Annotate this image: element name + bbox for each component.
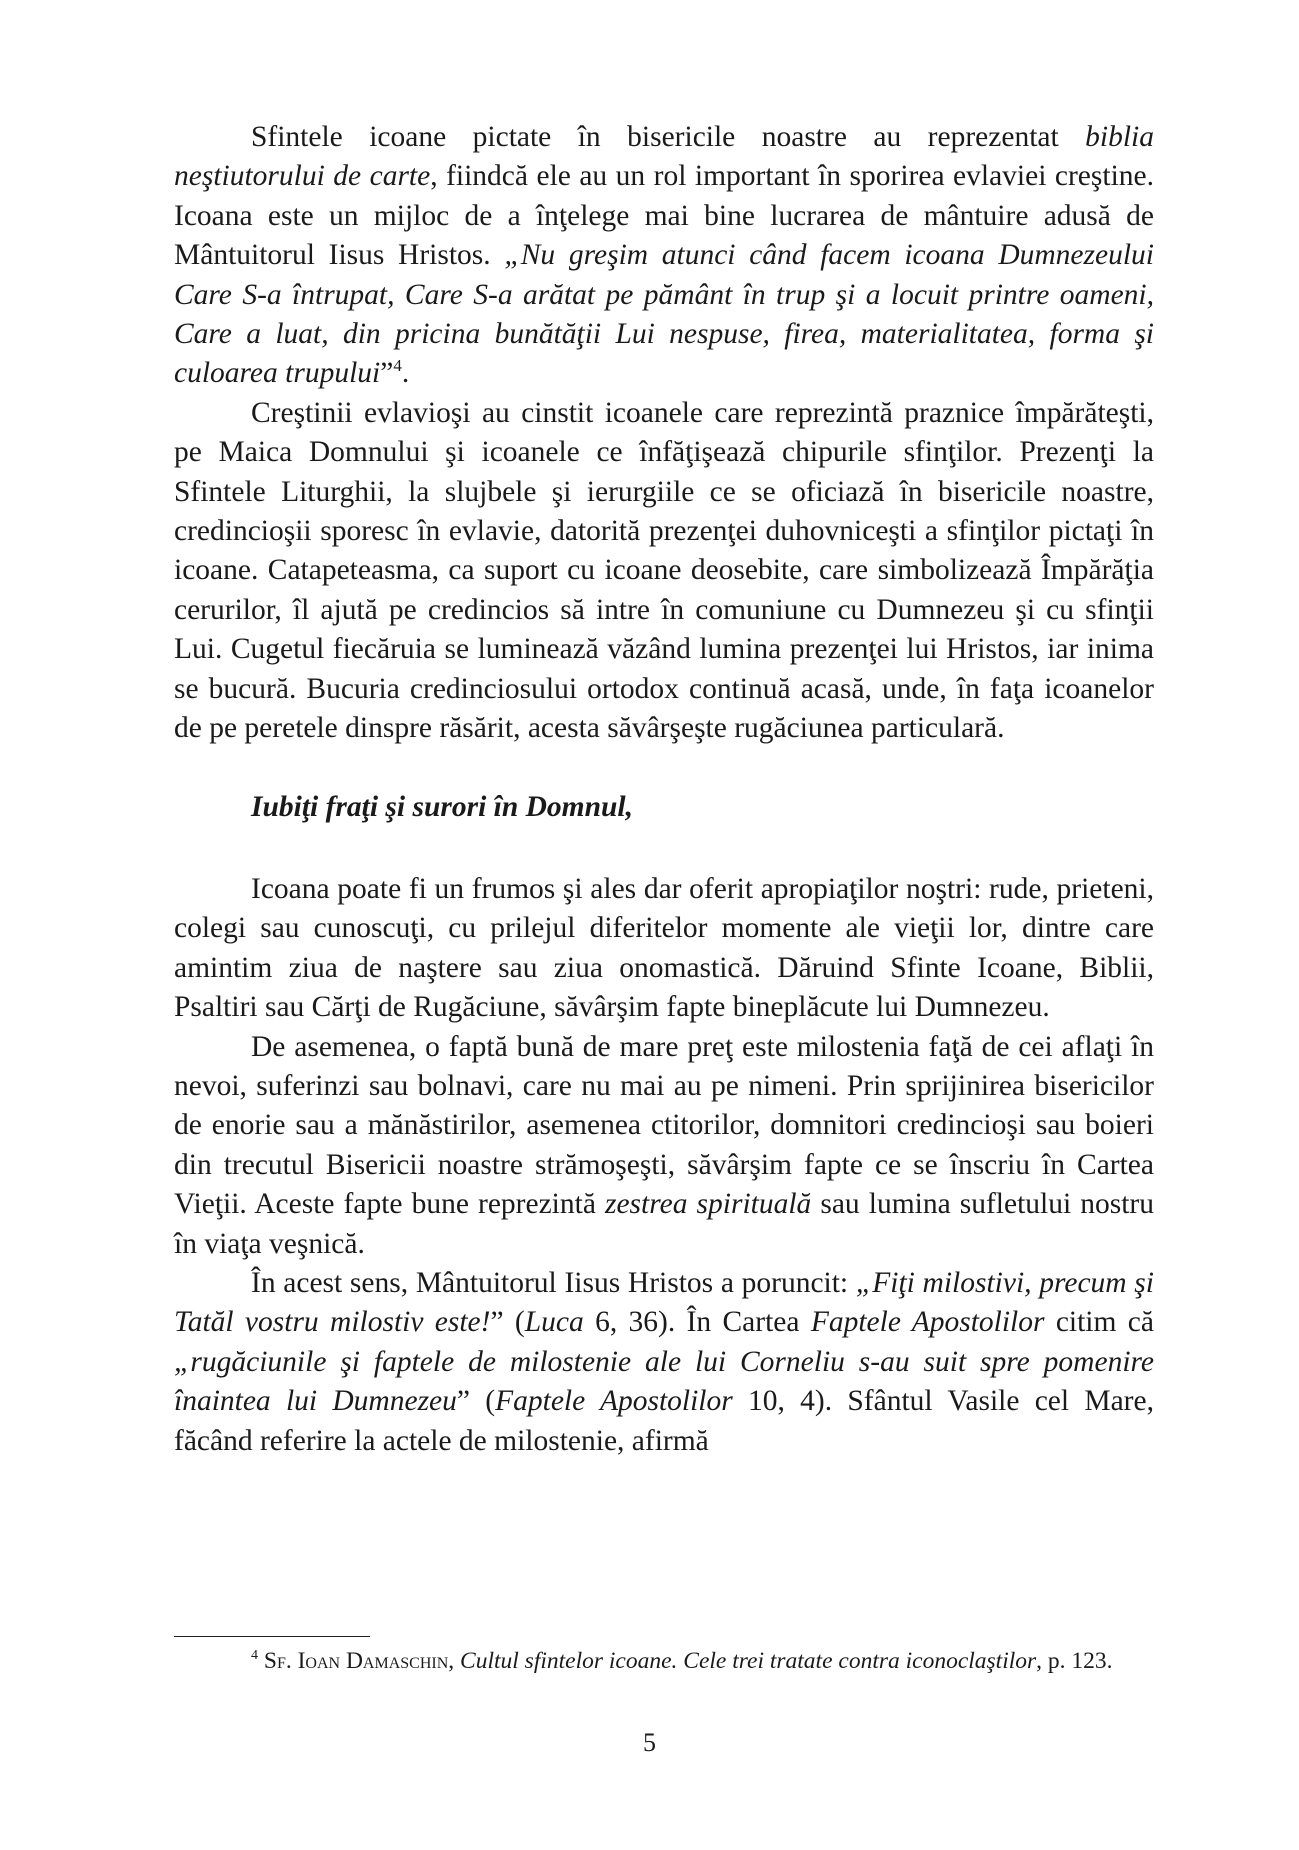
section-heading: Iubiţi fraţi şi surori în Domnul, — [251, 790, 634, 823]
section-before-heading — [174, 118, 1154, 749]
footnote-rest: , p. 123. — [1036, 1648, 1113, 1674]
text-segment: ” ( — [456, 1385, 496, 1418]
page-number: 5 — [643, 1728, 656, 1757]
text-segment: În acest sens, Mântuitorul Iisus Hristos a poruncit: — [251, 1266, 856, 1299]
italic-text: biblia neştiutorului de carte — [174, 121, 1154, 193]
footnote-title: Cultul sfintelor icoane. Cele trei tratate contra iconoclaştilor — [460, 1648, 1037, 1674]
italic-text: Faptele Apostolilor — [495, 1385, 733, 1418]
footnote-separator — [174, 1636, 370, 1637]
footnote: $^4$ Sf. Ioan Damaschin, Cultul sfintelor icoane. Cele trei tratate contra iconoclaştilor, p. 123. — [251, 1648, 1113, 1674]
paragraph-p3 — [174, 870, 1154, 1028]
italic-text: zestrea spirituală — [604, 1188, 812, 1221]
footnote-number: 4 — [251, 1648, 258, 1664]
paragraph-p5 — [174, 1264, 1154, 1461]
paragraph-p2 — [174, 394, 1154, 749]
text-segment: , fiindcă ele au un rol important în sporirea evlaviei creştine. Icoana este un mijloc de a înţelege mai bine lucrarea de mântuire adusă de Mântuitorul Iisus Hristos. — [174, 160, 1154, 272]
text-segment: sau lumina sufletului nostru în viaţa veşnică. — [174, 1188, 1154, 1260]
italic-text: „Nu greşim atunci când facem icoana Dumnezeului Care S-a întrupat, Care S-a arătat pe pământ în trup şi a locuit printre oameni, Care a luat, din pricina bunătăţii Lui nespuse, firea, materialitatea, forma şi culoarea trupului — [174, 239, 1154, 390]
footnote-author: Sf. Ioan Damaschin — [263, 1648, 449, 1674]
section-after-heading — [174, 870, 1154, 1461]
italic-text: Faptele Apostolilor — [810, 1306, 1045, 1339]
footnote-reference: 4 — [393, 356, 402, 376]
text-segment: Creştinii evlavioşi au cinstit icoanele care reprezintă praznice împărăteşti, pe Maica Domnului şi icoanele ce înfăţişează chipurile sfinţilor. Prezenţi la Sfintele Liturghii, la slujbele şi ierurgiile ce se oficiază în bisericile noastre, credincioşii sporesc în evlavie, datorită prezenţei duhovniceşti a sfinţilor pictaţi în icoane. Catapeteasma, ca suport cu icoane deosebite, care simbolizează Împărăţia cerurilor, îl ajută pe credincios să intre în comuniune cu Dumnezeu şi cu sfinţii Lui. Cugetul fiecăruia se luminează văzând lumina prezenţei lui Hristos, iar inima se bucură. Bucuria credinciosului ortodox continuă acasă, unde, în faţa icoanelor de pe peretele dinspre răsărit, acesta săvârşeşte rugăciunea particulară. — [174, 396, 1154, 745]
text-segment: . — [401, 357, 410, 390]
page-body — [174, 118, 1154, 1461]
text-segment: Icoana poate fi un frumos şi ales dar oferit apropiaţilor noştri: rude, prieteni, colegi sau cunoscuţi, cu prilejul diferitelor momente ale vieţii lor, dintre care amintim ziua de naştere sau ziua onomastică. Dăruind Sfinte Icoane, Biblii, Psaltiri sau Cărţi de Rugăciune, săvârşim fapte bineplăcute lui Dumnezeu. — [174, 872, 1154, 1024]
paragraph-p1 — [174, 118, 1154, 394]
text-segment: citim că — [1044, 1306, 1154, 1339]
paragraph-p4 — [174, 1028, 1154, 1264]
text-segment: 10, 4). Sfântul Vasile cel Mare, făcând referire la actele de milostenie, afirmă — [174, 1385, 1154, 1457]
text-segment: ” — [380, 357, 394, 390]
text-segment: 6, 36). În Cartea — [583, 1306, 811, 1339]
text-segment: ” ( — [490, 1306, 525, 1339]
italic-text: Luca — [524, 1306, 584, 1339]
text-segment: De asemenea, o faptă bună de mare preţ este milostenia faţă de cei aflaţi în nevoi, suferinzi sau bolnavi, care nu mai au pe nimeni. Prin sprijinirea bisericilor de enorie sau a mănăstirilor, asemenea ctitorilor, domnitori credincioşi sau boieri din trecutul Bisericii noastre strămoşeşti, săvârşim fapte ce se înscriu în Cartea Vieţii. Aceste fapte bune reprezintă — [174, 1030, 1154, 1221]
text-segment: Sfintele icoane pictate în bisericile noastre au reprezentat — [251, 121, 1086, 153]
italic-text: „Fiţi milostivi, precum şi Tatăl vostru milostiv este! — [174, 1266, 1154, 1339]
italic-text: „rugăciunile şi faptele de milostenie ale lui Corneliu s-au suit spre pomenire înaintea lui Dumnezeu — [174, 1345, 1154, 1418]
